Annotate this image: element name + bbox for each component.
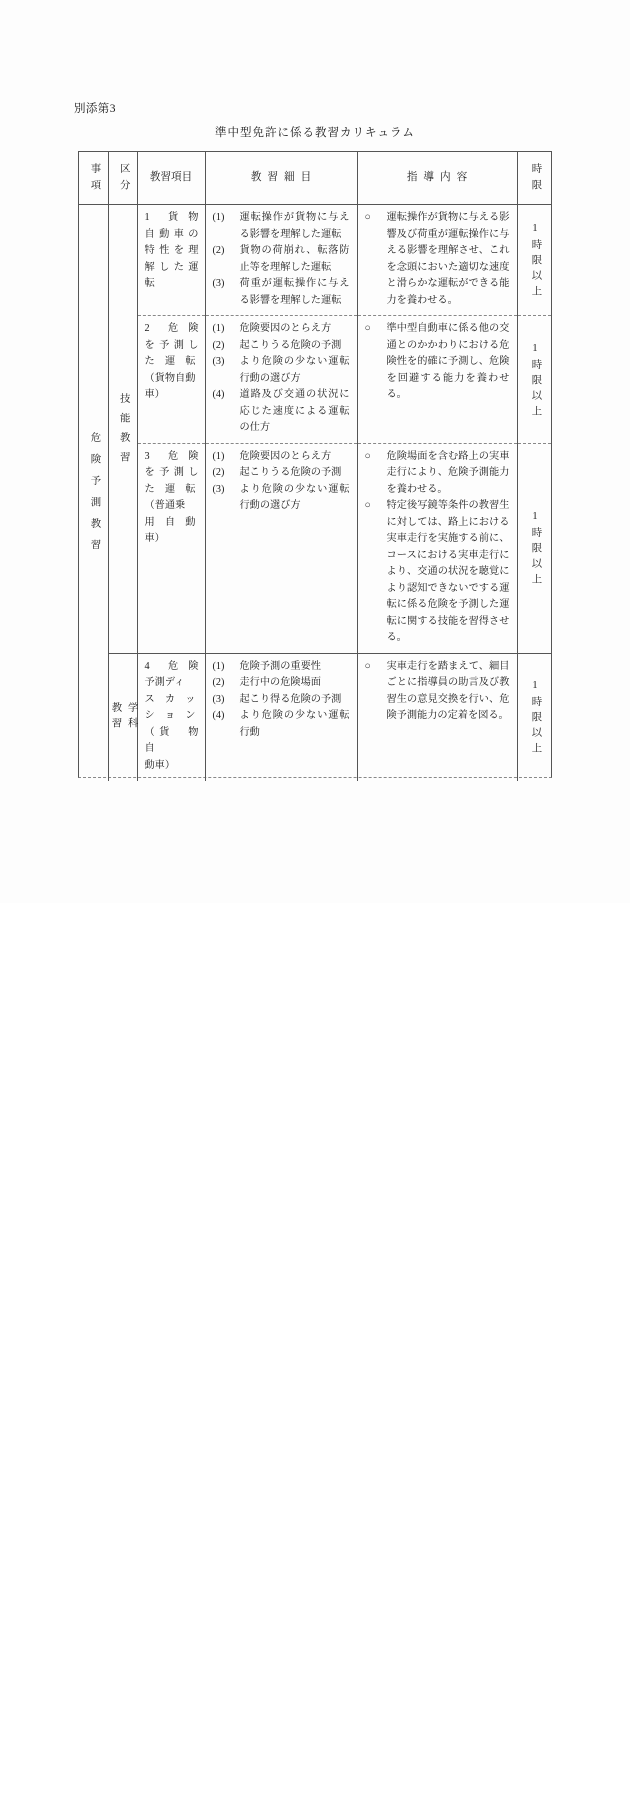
circle-marker-icon: ○ bbox=[364, 450, 371, 462]
header-cell-koumoku bbox=[137, 152, 205, 205]
header-label-koumoku: 教習項目 bbox=[149, 171, 193, 183]
cell-koumoku-1 bbox=[137, 205, 205, 316]
koumoku-line-4-3: シ ョ ン bbox=[144, 710, 196, 722]
cell-jigen-4 bbox=[517, 653, 551, 780]
item-marker: (2) bbox=[212, 467, 225, 479]
item-marker: (1) bbox=[212, 450, 225, 462]
header-cell-shidou bbox=[357, 152, 517, 205]
cell-saimoku-2 bbox=[205, 316, 357, 444]
item-marker: (1) bbox=[212, 660, 225, 672]
document-title: 準中型免許に係る教習カリキュラム bbox=[215, 127, 415, 139]
jigen-value-2: 1時限以上 bbox=[529, 342, 541, 421]
koumoku-line-4-5: 動車） bbox=[144, 759, 176, 771]
item-marker: (1) bbox=[212, 323, 225, 335]
cell-jigen-3 bbox=[517, 443, 551, 653]
kubun-label-gino: 技能教習 bbox=[117, 393, 129, 471]
shidou-list-4 bbox=[358, 654, 517, 731]
shidou-list-3 bbox=[358, 444, 517, 653]
jigen-value-1: 1時限以上 bbox=[529, 223, 541, 301]
koumoku-text-3 bbox=[138, 444, 205, 554]
cell-koumoku-4 bbox=[137, 653, 209, 780]
item-text: より危険の少ない運転行動 bbox=[239, 710, 350, 738]
koumoku-line-4-2: ス カ ッ bbox=[144, 693, 196, 705]
koumoku-line-3-4: 用 自 動 bbox=[144, 516, 196, 528]
list-item bbox=[213, 465, 350, 482]
item-marker: (3) bbox=[212, 356, 225, 368]
item-marker: (2) bbox=[212, 677, 225, 689]
koumoku-line-1-2: 特性を理 bbox=[144, 245, 199, 257]
header-label-jikou: 事項 bbox=[88, 162, 100, 196]
list-item bbox=[213, 210, 350, 243]
list-item bbox=[365, 321, 510, 404]
cell-shidou-1 bbox=[357, 205, 517, 316]
cell-jigen-2 bbox=[517, 316, 551, 444]
cell-saimoku-3 bbox=[205, 443, 357, 653]
header-cell-kubun bbox=[108, 152, 137, 205]
cell-saimoku-4 bbox=[205, 653, 357, 780]
item-text: 実車走行を踏まえて、細目ごとに指導員の助言及び教習生の意見交換を行い、危険予測能力の定着を図る。 bbox=[386, 660, 510, 722]
cell-kubun-gakka bbox=[108, 653, 137, 780]
item-marker: (3) bbox=[212, 693, 225, 705]
koumoku-num-line-3 bbox=[145, 449, 199, 466]
cell-shidou-3 bbox=[357, 443, 517, 653]
koumoku-line-3-3: （普通乗 bbox=[144, 500, 186, 512]
koumoku-head-1: 貨 物 bbox=[167, 212, 199, 223]
saimoku-list-3 bbox=[206, 444, 357, 521]
item-text: 貨物の荷崩れ、転落防止等を理解した運転 bbox=[239, 245, 350, 273]
curriculum-table-wrapper bbox=[78, 151, 552, 778]
list-item bbox=[213, 243, 350, 276]
circle-marker-icon: ○ bbox=[364, 212, 371, 223]
jikou-label: 危険予測教習 bbox=[88, 431, 100, 560]
item-text: 危険場面を含む路上の実車走行により、危険予測能力を養わせる。 bbox=[386, 450, 510, 495]
cell-saimoku-1 bbox=[205, 205, 357, 316]
list-item bbox=[213, 354, 350, 387]
koumoku-text-4 bbox=[138, 654, 209, 781]
attachment-label: 別添第3 bbox=[74, 103, 116, 115]
item-text: 起こり得る危険の予測 bbox=[239, 693, 342, 705]
header-cell-jigen bbox=[517, 152, 551, 205]
saimoku-list-4 bbox=[206, 654, 357, 748]
list-item bbox=[365, 498, 510, 647]
item-text: 起こりうる危険の予測 bbox=[239, 339, 342, 351]
circle-marker-icon: ○ bbox=[364, 323, 371, 335]
koumoku-line-3-2: た 運 転 bbox=[144, 483, 196, 495]
item-marker: (2) bbox=[212, 245, 225, 257]
list-item bbox=[213, 387, 350, 437]
jigen-value-3: 1時限以上 bbox=[529, 511, 541, 590]
cell-jikou-kiken-yosoku bbox=[79, 205, 108, 781]
header-label-jigen: 時限 bbox=[529, 162, 541, 196]
cell-koumoku-2 bbox=[137, 316, 205, 444]
list-item bbox=[213, 449, 350, 466]
item-text: より危険の少ない運転行動の選び方 bbox=[239, 356, 350, 384]
koumoku-line-4-1: 予測ディ bbox=[144, 677, 185, 689]
koumoku-head-4: 危 険 bbox=[167, 660, 199, 672]
koumoku-num-line-2 bbox=[145, 321, 199, 338]
cell-kubun-gino bbox=[108, 205, 137, 654]
saimoku-list-2 bbox=[206, 316, 357, 443]
header-cell-saimoku bbox=[205, 152, 357, 205]
list-item bbox=[213, 338, 350, 355]
koumoku-text-1 bbox=[138, 205, 205, 299]
header-cell-jikou bbox=[79, 152, 108, 205]
list-item bbox=[365, 659, 510, 725]
shidou-list-2 bbox=[358, 316, 517, 410]
curriculum-table bbox=[79, 152, 551, 781]
koumoku-line-1-4: 転 bbox=[144, 278, 155, 290]
koumoku-line-1-1: 自動車の bbox=[144, 228, 199, 240]
koumoku-line-2-2: た 運 転 bbox=[144, 356, 196, 368]
item-text: 起こりうる危険の予測 bbox=[239, 467, 342, 479]
item-text: 特定後写鏡等条件の教習生に対しては、路上における実車走行を実施する前に、コースにおける実車走行により、交通の状況を聴覚により認知できないでする運転に係る危険を予測した運転に関する技能を習得させる。 bbox=[386, 500, 510, 644]
list-item bbox=[365, 449, 510, 499]
koumoku-text-2 bbox=[138, 316, 205, 410]
koumoku-line-2-1: を予測し bbox=[144, 339, 199, 351]
koumoku-line-4-4: （貨 物 自 bbox=[144, 726, 209, 755]
koumoku-line-2-3: （貨物自動 bbox=[144, 372, 196, 384]
list-item bbox=[213, 692, 350, 709]
item-text: 運転操作が貨物に与える影響及び荷重が運転操作に与える影響を理解させ、これを念頭においた適切な速度と滑らかな運転ができる能力を養わせる。 bbox=[386, 212, 510, 306]
item-marker: (3) bbox=[212, 278, 225, 290]
table-header-row bbox=[79, 152, 551, 205]
koumoku-line-3-5: 車） bbox=[144, 533, 165, 545]
list-item bbox=[365, 210, 510, 309]
table-row bbox=[79, 205, 551, 316]
koumoku-number-4: 4 bbox=[144, 660, 150, 672]
item-marker: (4) bbox=[212, 389, 225, 401]
cell-jigen-1 bbox=[517, 205, 551, 316]
koumoku-number-2: 2 bbox=[144, 323, 150, 335]
koumoku-line-3-1: を予測し bbox=[144, 467, 199, 479]
circle-marker-icon: ○ bbox=[364, 660, 371, 672]
cell-shidou-4 bbox=[357, 653, 517, 780]
list-item bbox=[213, 482, 350, 515]
kubun-label-gakka: 学科 教習 bbox=[109, 701, 137, 733]
header-label-saimoku: 教習細目 bbox=[250, 171, 318, 183]
list-item bbox=[213, 675, 350, 692]
item-text: 荷重が運転操作に与える影響を理解した運転 bbox=[239, 278, 350, 306]
koumoku-num-line-1 bbox=[145, 210, 199, 227]
item-text: 危険要因のとらえ方 bbox=[239, 450, 332, 462]
item-marker: (4) bbox=[212, 710, 225, 722]
table-row bbox=[79, 653, 551, 780]
koumoku-line-1-3: 解した運 bbox=[144, 261, 199, 273]
shidou-list-1 bbox=[358, 205, 517, 315]
item-text: 準中型自動車に係る他の交通とのかかわりにおける危険性を的確に予測し、危険を回避する能力を養わせる。 bbox=[386, 323, 510, 401]
koumoku-head-2: 危 険 bbox=[167, 323, 199, 335]
saimoku-list-1 bbox=[206, 205, 357, 315]
table-row bbox=[79, 316, 551, 444]
item-text: より危険の少ない運転行動の選び方 bbox=[239, 483, 350, 512]
item-marker: (1) bbox=[212, 212, 225, 223]
cell-koumoku-3 bbox=[137, 443, 205, 653]
item-text: 危険要因のとらえ方 bbox=[239, 323, 332, 335]
koumoku-number-1: 1 bbox=[144, 212, 150, 223]
koumoku-num-line-4 bbox=[145, 659, 199, 676]
header-label-shidou: 指導内容 bbox=[406, 171, 474, 183]
list-item bbox=[213, 708, 350, 741]
koumoku-head-3: 危 険 bbox=[167, 450, 199, 462]
circle-marker-icon: ○ bbox=[364, 500, 371, 512]
item-text: 危険予測の重要性 bbox=[239, 660, 321, 672]
koumoku-number-3: 3 bbox=[144, 450, 150, 462]
item-text: 道路及び交通の状況に応じた速度による運転の仕方 bbox=[239, 389, 350, 434]
list-item bbox=[213, 659, 350, 676]
jigen-value-4: 1時限以上 bbox=[529, 680, 541, 758]
item-text: 走行中の危険場面 bbox=[239, 677, 321, 689]
list-item bbox=[213, 321, 350, 338]
header-label-kubun: 区分 bbox=[117, 162, 129, 196]
cell-shidou-2 bbox=[357, 316, 517, 444]
table-row bbox=[79, 443, 551, 653]
koumoku-line-2-4: 車） bbox=[144, 389, 165, 401]
item-text: 運転操作が貨物に与える影響を理解した運転 bbox=[239, 212, 350, 240]
item-marker: (3) bbox=[212, 483, 225, 495]
list-item bbox=[213, 276, 350, 309]
item-marker: (2) bbox=[212, 339, 225, 351]
